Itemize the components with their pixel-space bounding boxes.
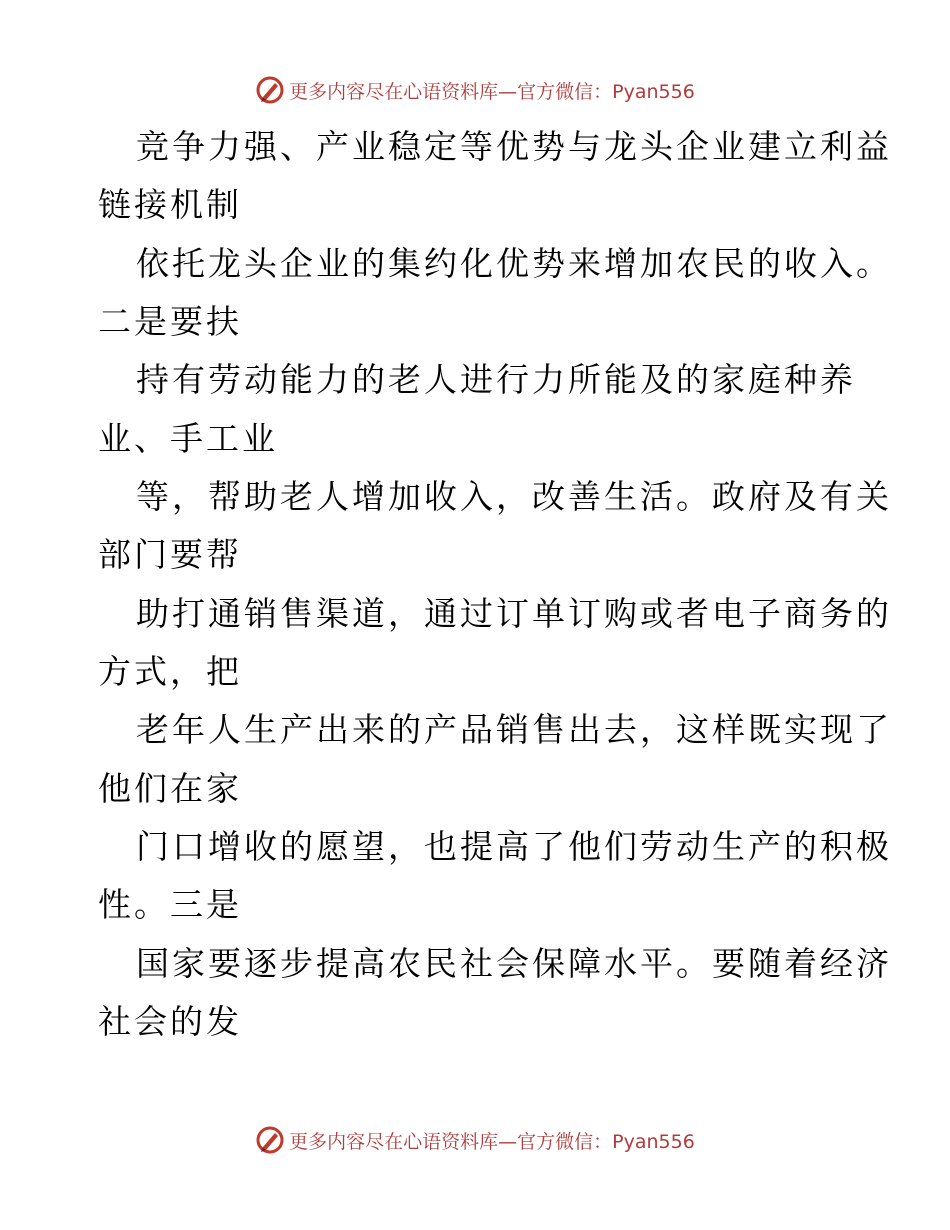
text-line: 性。三是 [98, 885, 242, 924]
footer-banner-text: 更多内容尽在心语资料库—官方微信：Pyan556 [289, 1130, 695, 1153]
text-line: 老年人生产出来的产品销售出去，这样既实现了 [136, 710, 892, 749]
footer-banner [0, 1122, 950, 1158]
text-line: 他们在家 [98, 769, 242, 808]
pen-circle-logo-icon [255, 75, 285, 105]
text-line: 持有劳动能力的老人进行力所能及的家庭种养 [136, 360, 856, 399]
text-line: 国家要逐步提高农民社会保障水平。要随着经济 [136, 944, 892, 983]
pen-circle-logo-icon [255, 1125, 285, 1155]
text-line: 等，帮助老人增加收入，改善生活。政府及有关 [136, 477, 892, 516]
text-line: 部门要帮 [98, 535, 242, 574]
text-line: 门口增收的愿望，也提高了他们劳动生产的积极 [136, 827, 892, 866]
header-banner [0, 72, 950, 108]
text-line: 业、手工业 [98, 419, 278, 458]
text-line: 竞争力强、产业稳定等优势与龙头企业建立利益 [136, 127, 892, 166]
text-line: 依托龙头企业的集约化优势来增加农民的收入。 [136, 244, 892, 283]
text-line: 方式，把 [98, 652, 242, 691]
text-line: 链接机制 [98, 185, 242, 224]
text-line: 社会的发 [98, 1002, 242, 1041]
text-line: 助打通销售渠道，通过订单订购或者电子商务的 [136, 594, 892, 633]
text-line: 二是要扶 [98, 302, 242, 341]
header-banner-text: 更多内容尽在心语资料库—官方微信：Pyan556 [289, 80, 695, 103]
